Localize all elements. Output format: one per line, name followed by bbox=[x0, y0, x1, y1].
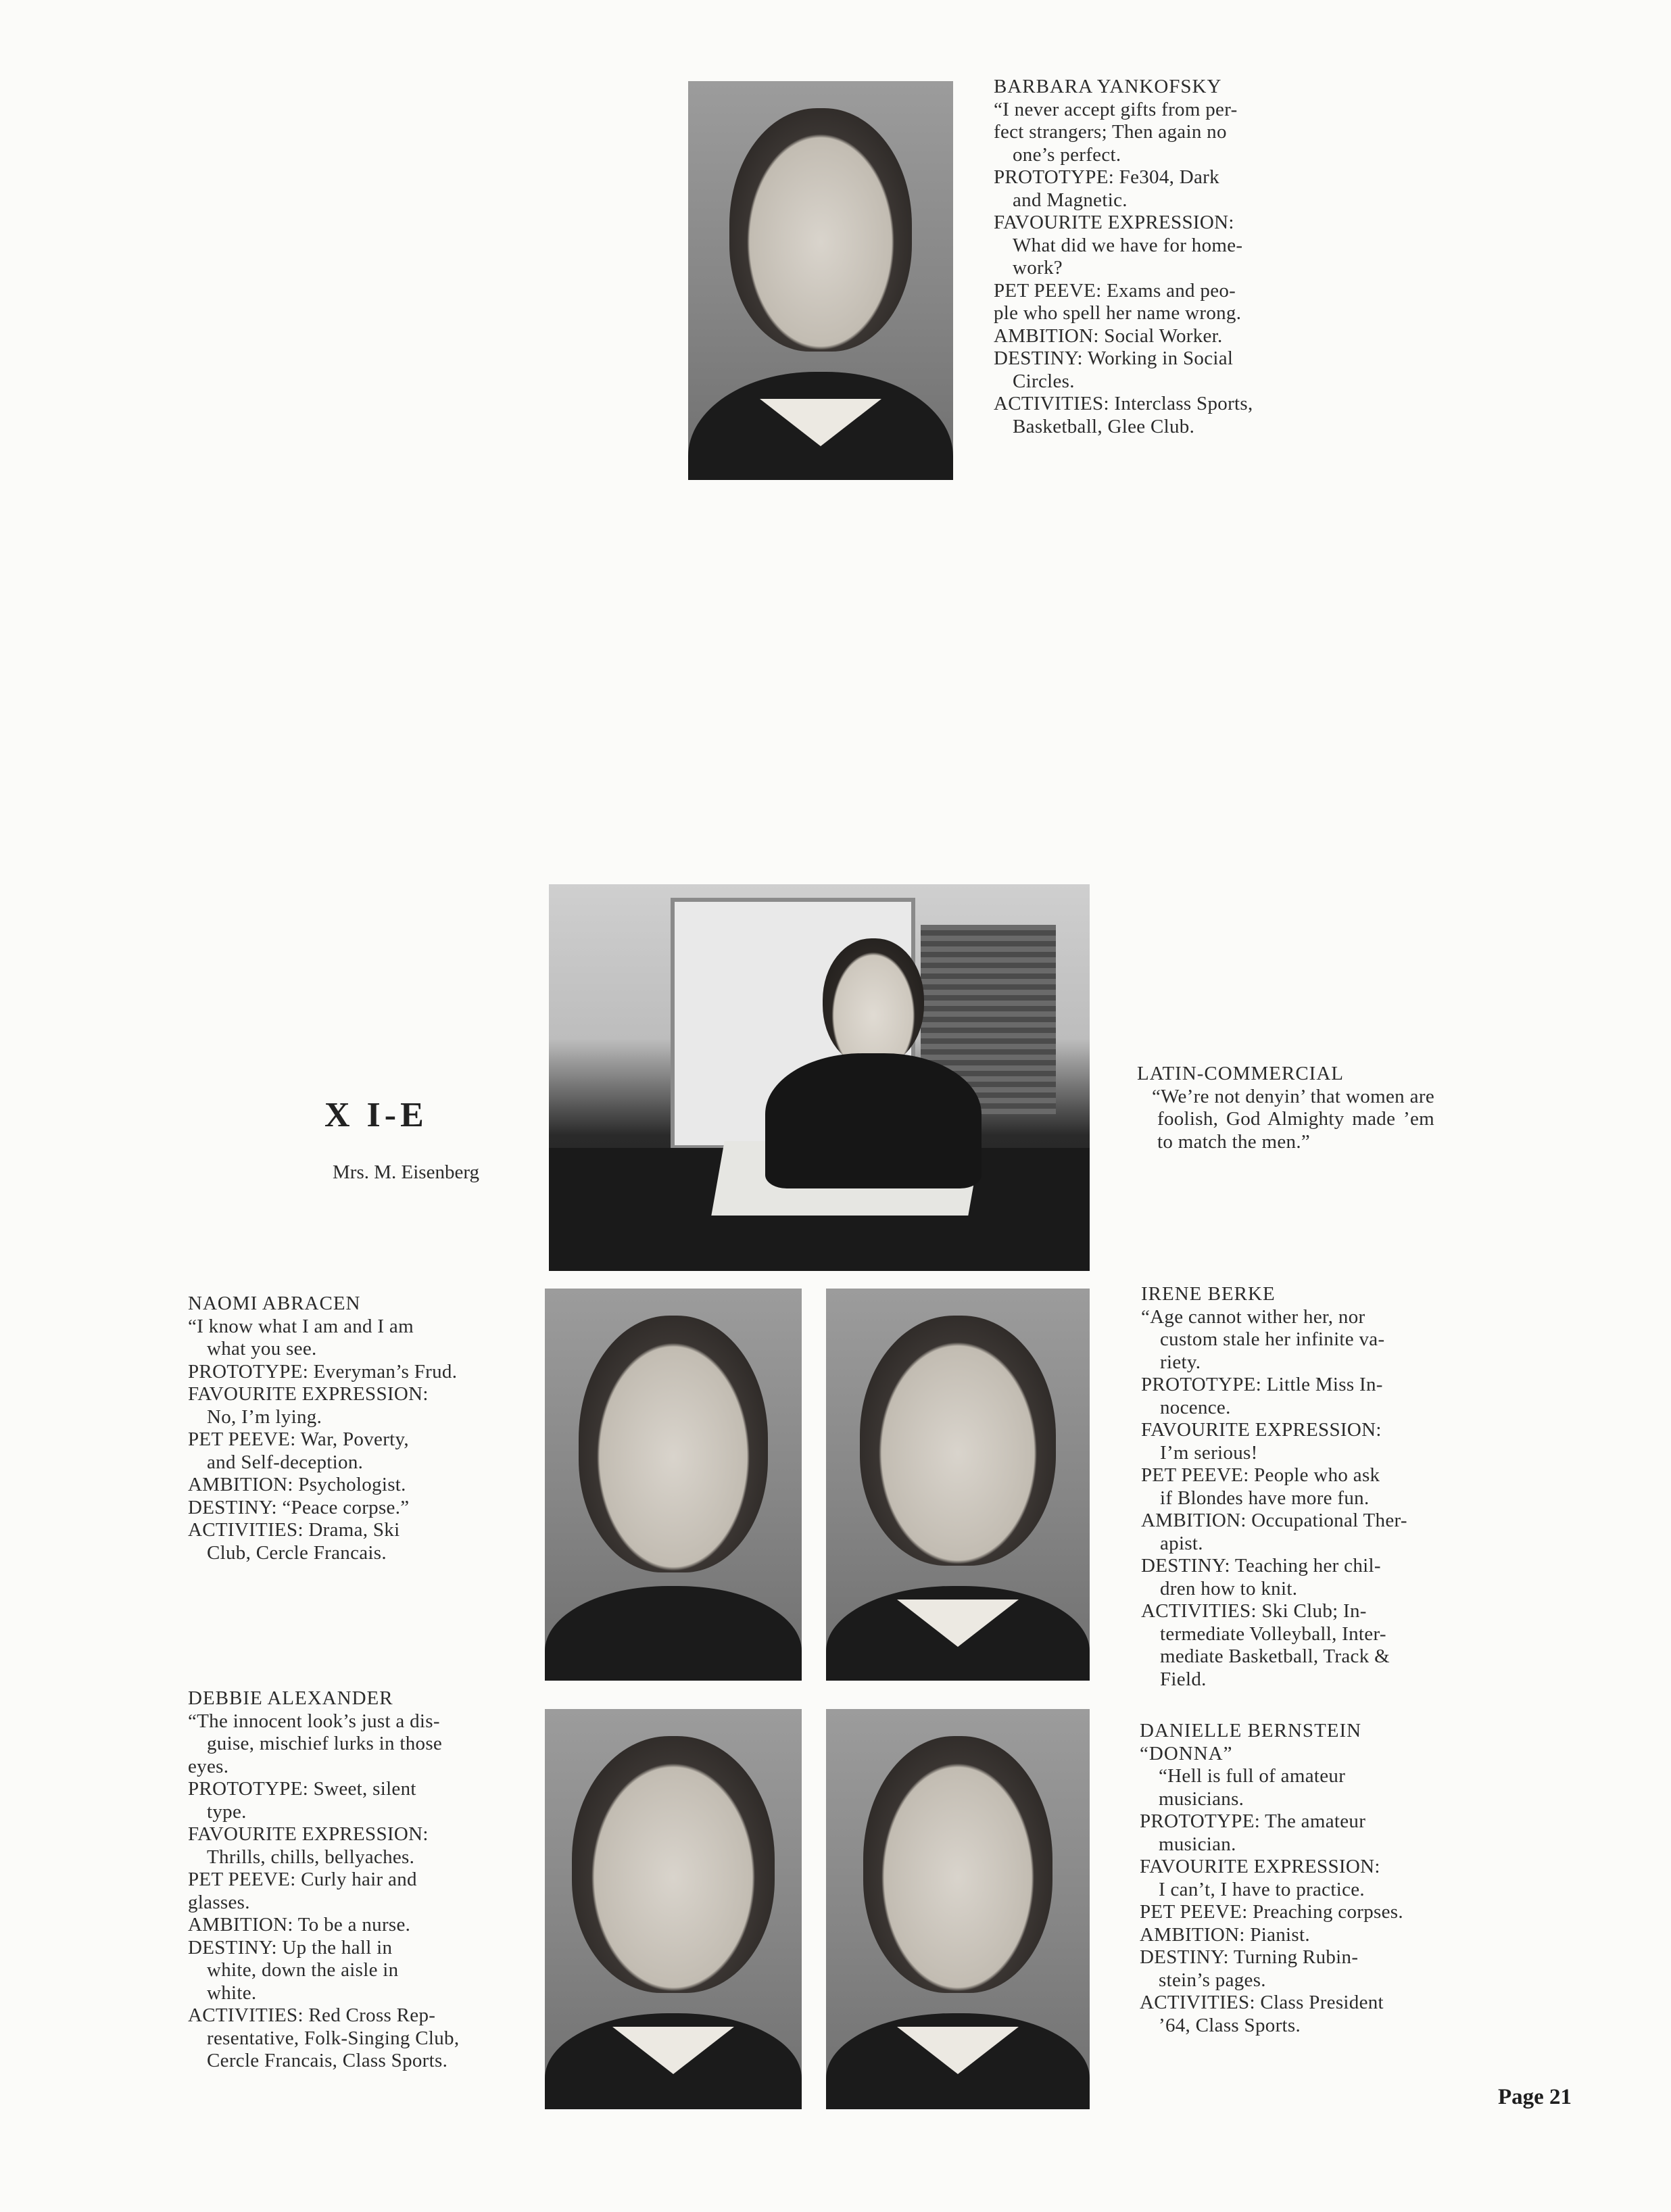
expression-label: FAVOURITE EXPRESSION: bbox=[1141, 1419, 1382, 1441]
prototype-line: PROTOTYPE: Everyman’s Frud. bbox=[188, 1360, 458, 1382]
peeve-line: PET PEEVE: War, Poverty, bbox=[188, 1428, 409, 1450]
prototype-line: nocence. bbox=[1160, 1396, 1231, 1418]
expression-line: work? bbox=[1013, 257, 1063, 279]
quote-line: fect strangers; Then again no bbox=[994, 121, 1227, 143]
quote-line: “The innocent look’s just a dis- bbox=[188, 1710, 440, 1732]
expression-line: Thrills, chills, bellyaches. bbox=[207, 1846, 415, 1868]
department-label: LATIN-COMMERCIAL bbox=[1137, 1063, 1344, 1084]
activities-line: resentative, Folk-Singing Club, bbox=[207, 2027, 460, 2049]
activities-line: Cercle Francais, Class Sports. bbox=[207, 2050, 448, 2071]
prototype-line: type. bbox=[207, 1800, 247, 1823]
destiny-line: DESTINY: Up the hall in bbox=[188, 1936, 393, 1958]
student-name: IRENE BERKE bbox=[1141, 1283, 1276, 1305]
destiny-line: DESTINY: “Peace corpse.” bbox=[188, 1496, 410, 1518]
prototype-line: PROTOTYPE: The amateur bbox=[1140, 1810, 1366, 1832]
activities-line: Field. bbox=[1160, 1668, 1207, 1690]
student-name: DANIELLE BERNSTEIN bbox=[1140, 1720, 1362, 1741]
quote-line: riety. bbox=[1160, 1351, 1201, 1373]
quote-line: “I know what I am and I am bbox=[188, 1315, 414, 1337]
ambition-line: AMBITION: Social Worker. bbox=[994, 324, 1223, 347]
peeve-line: ple who spell her name wrong. bbox=[994, 302, 1242, 324]
ambition-line: AMBITION: Pianist. bbox=[1140, 1923, 1310, 1946]
destiny-line: DESTINY: Working in Social bbox=[994, 347, 1234, 369]
destiny-line: dren how to knit. bbox=[1160, 1577, 1298, 1600]
peeve-line: PET PEEVE: Preaching corpses. bbox=[1140, 1901, 1403, 1923]
destiny-line: white. bbox=[207, 1981, 257, 2004]
peeve-line: PET PEEVE: People who ask bbox=[1141, 1464, 1380, 1486]
expression-label: FAVOURITE EXPRESSION: bbox=[1140, 1856, 1380, 1877]
activities-line: ACTIVITIES: Interclass Sports, bbox=[994, 393, 1253, 414]
quote-line: eyes. bbox=[188, 1755, 229, 1777]
portrait-barbara-yankofsky bbox=[688, 81, 953, 480]
ambition-line: AMBITION: Psychologist. bbox=[188, 1474, 406, 1495]
quote-line: “Age cannot wither her, nor bbox=[1141, 1305, 1365, 1328]
activities-line: ACTIVITIES: Red Cross Rep- bbox=[188, 2004, 436, 2026]
quote-line: musicians. bbox=[1159, 1787, 1244, 1810]
activities-line: ACTIVITIES: Class President bbox=[1140, 1992, 1384, 2013]
quote-line: guise, mischief lurks in those bbox=[207, 1733, 443, 1754]
ambition-line: AMBITION: To be a nurse. bbox=[188, 1914, 411, 1936]
peeve-line: if Blondes have more fun. bbox=[1160, 1487, 1370, 1509]
activities-line: Club, Cercle Francais. bbox=[207, 1541, 387, 1564]
destiny-line: DESTINY: Turning Rubin- bbox=[1140, 1946, 1359, 1968]
peeve-line: PET PEEVE: Curly hair and bbox=[188, 1869, 417, 1890]
expression-line: I can’t, I have to practice. bbox=[1159, 1878, 1365, 1900]
student-name: DEBBIE ALEXANDER bbox=[188, 1687, 393, 1709]
ambition-line: AMBITION: Occupational Ther- bbox=[1141, 1510, 1407, 1531]
prototype-line: PROTOTYPE: Sweet, silent bbox=[188, 1778, 416, 1800]
quote-line: what you see. bbox=[207, 1338, 317, 1360]
activities-line: ACTIVITIES: Drama, Ski bbox=[188, 1519, 400, 1541]
prototype-line: and Magnetic. bbox=[1013, 189, 1128, 211]
peeve-line: and Self-deception. bbox=[207, 1451, 364, 1473]
activities-line: ’64, Class Sports. bbox=[1159, 2014, 1301, 2036]
prototype-line: musician. bbox=[1159, 1833, 1236, 1855]
expression-label: FAVOURITE EXPRESSION: bbox=[188, 1823, 429, 1845]
portrait-irene-berke bbox=[826, 1289, 1090, 1681]
portrait-danielle-bernstein bbox=[826, 1709, 1090, 2109]
ambition-line: apist. bbox=[1160, 1532, 1203, 1554]
expression-line: No, I’m lying. bbox=[207, 1405, 322, 1428]
student-name: NAOMI ABRACEN bbox=[188, 1293, 361, 1314]
student-nickname: “DONNA” bbox=[1140, 1742, 1233, 1764]
destiny-line: white, down the aisle in bbox=[207, 1959, 399, 1981]
prototype-line: PROTOTYPE: Fe304, Dark bbox=[994, 166, 1219, 188]
quote-line: custom stale her infinite va- bbox=[1160, 1328, 1385, 1350]
expression-line: What did we have for home- bbox=[1013, 234, 1243, 256]
page-number: Page 21 bbox=[1498, 2085, 1572, 2109]
prototype-line: PROTOTYPE: Little Miss In- bbox=[1141, 1374, 1383, 1395]
teacher-name: Mrs. M. Eisenberg bbox=[333, 1161, 479, 1183]
class-heading: X I-E bbox=[324, 1096, 428, 1134]
student-name: BARBARA YANKOFSKY bbox=[994, 76, 1222, 97]
peeve-line: PET PEEVE: Exams and peo- bbox=[994, 279, 1236, 302]
destiny-line: stein’s pages. bbox=[1159, 1969, 1266, 1991]
destiny-line: Circles. bbox=[1013, 370, 1075, 392]
teacher-desk-photo bbox=[549, 884, 1090, 1271]
class-caption bbox=[1137, 1063, 1434, 1153]
activities-line: mediate Basketball, Track & bbox=[1160, 1645, 1390, 1667]
entry-debbie-alexander bbox=[188, 1687, 485, 2073]
activities-line: Basketball, Glee Club. bbox=[1013, 415, 1195, 437]
quote-line: one’s perfect. bbox=[1013, 143, 1121, 166]
expression-label: FAVOURITE EXPRESSION: bbox=[994, 212, 1234, 233]
portrait-debbie-alexander bbox=[545, 1709, 802, 2109]
entry-danielle-bernstein bbox=[1140, 1720, 1436, 2037]
class-quote: “We’re not denyin’ that women are foolish, God Almighty made ’em to match the men.” bbox=[1152, 1085, 1434, 1153]
expression-label: FAVOURITE EXPRESSION: bbox=[188, 1383, 429, 1405]
peeve-line: glasses. bbox=[188, 1891, 250, 1913]
entry-irene-berke bbox=[1141, 1283, 1440, 1691]
activities-line: termediate Volleyball, Inter- bbox=[1160, 1622, 1386, 1645]
activities-line: ACTIVITIES: Ski Club; In- bbox=[1141, 1600, 1367, 1622]
quote-line: “Hell is full of amateur bbox=[1159, 1765, 1346, 1787]
destiny-line: DESTINY: Teaching her chil- bbox=[1141, 1555, 1381, 1577]
portrait-naomi-abracen bbox=[545, 1289, 802, 1681]
expression-line: I’m serious! bbox=[1160, 1441, 1258, 1464]
entry-barbara-yankofsky bbox=[994, 76, 1288, 438]
entry-naomi-abracen bbox=[188, 1293, 491, 1564]
quote-line: “I never accept gifts from per- bbox=[994, 98, 1238, 120]
